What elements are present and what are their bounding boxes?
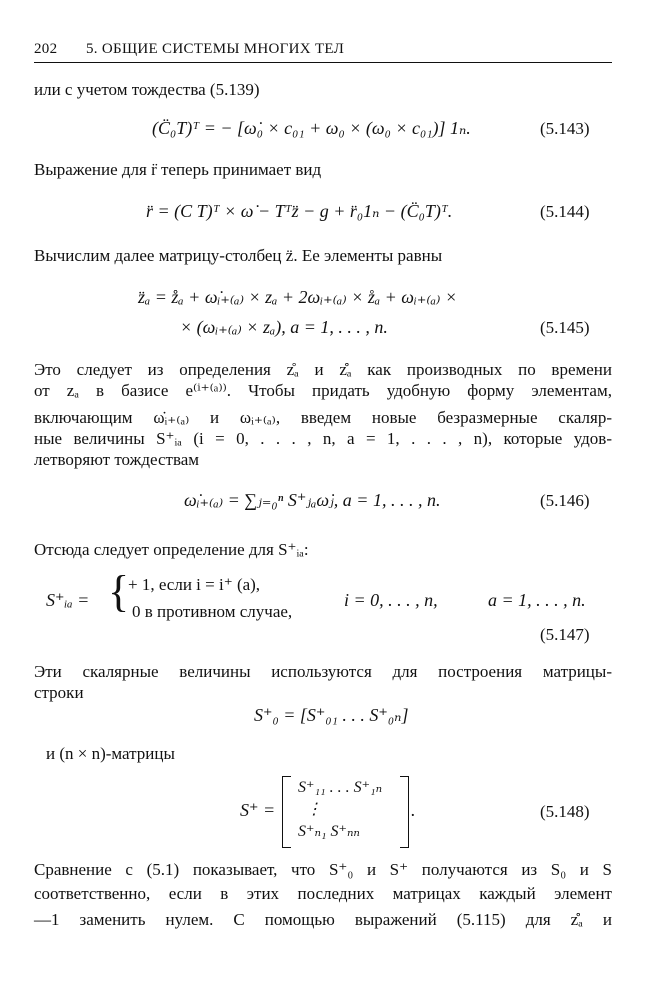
text-line: ные величины S⁺ᵢₐ (i = 0, . . . , n, a = 1, . . . , n), которые удов- <box>34 429 612 448</box>
equation-5-143: (C̈₀T)ᵀ = − [ω̇₀ × c₀₁ + ω₀ × (ω₀ × c₀₁)] 1ₙ. <box>152 118 471 138</box>
text-line: Отсюда следует определение для S⁺ᵢₐ: <box>34 540 309 559</box>
matrix-period: . <box>411 800 416 820</box>
text-line: летворяют тождествам <box>34 450 200 469</box>
equation-number: (5.145) <box>540 318 590 337</box>
matrix-row-2: ⋮ <box>306 801 322 818</box>
matrix-row-3: S⁺ₙ₁ S⁺ₙₙ <box>298 823 360 840</box>
text-line: строки <box>34 683 84 702</box>
text-line: соответственно, если в этих последних матрицах каждый элемент <box>34 884 612 903</box>
text-line: Вычислим далее матрицу-столбец z̈. Ее элементы равны <box>34 246 443 265</box>
text-line: от zₐ в базисе e⁽ⁱ⁺⁽ᵃ⁾⁾. Чтобы придать удобную форму элементам, <box>34 381 612 400</box>
equation-number: (5.147) <box>540 625 590 644</box>
equation-number: (5.146) <box>540 491 590 510</box>
equation-5-147-condition-a: a = 1, . . . , n. <box>488 590 586 610</box>
equation-number: (5.148) <box>540 802 590 821</box>
equation-5-147-condition-i: i = 0, . . . , n, <box>344 590 438 610</box>
text-line: Выражение для r̈ теперь принимает вид <box>34 160 322 179</box>
equation-5-145-line1: z̈ₐ = z̊̊ₐ + ω̇ᵢ₊₍ₐ₎ × zₐ + 2ωᵢ₊₍ₐ₎ × z̊ₐ + ωᵢ₊₍ₐ₎ × <box>138 287 458 307</box>
left-brace: { <box>108 567 130 616</box>
equation-5-147-case1: + 1, если i = i⁺ (a), <box>128 575 261 594</box>
equation-5-145-line2: × (ωᵢ₊₍ₐ₎ × zₐ), a = 1, . . . , n. <box>180 317 388 337</box>
equation-5-148-lhs: S⁺ = <box>240 800 276 820</box>
header-rule <box>34 62 612 63</box>
running-header: 5. ОБЩИЕ СИСТЕМЫ МНОГИХ ТЕЛ <box>86 41 345 57</box>
text-line: Сравнение с (5.1) показывает, что S⁺₀ и S⁺ получаются из S₀ и S <box>34 860 612 879</box>
matrix-row-1: S⁺₁₁ . . . S⁺₁ₙ <box>298 779 383 796</box>
equation-5-146: ω̇ᵢ₊₍ₐ₎ = ∑ⱼ₌₀ⁿ S⁺ⱼₐω̇ⱼ, a = 1, . . . , n. <box>184 490 441 510</box>
text-line: и (n × n)-матрицы <box>46 744 175 763</box>
matrix-right-bracket <box>400 776 409 848</box>
page-number: 202 <box>34 41 58 57</box>
text-line: Эти скалярные величины используются для построения матрицы- <box>34 662 612 681</box>
equation-number: (5.143) <box>540 119 590 138</box>
equation-5-147-case2: 0 в противном случае, <box>132 602 293 621</box>
equation-s0-row: S⁺₀ = [S⁺₀₁ . . . S⁺₀ₙ] <box>254 705 409 725</box>
text-line: —1 заменить нулем. С помощью выражений (5.115) для z̊̊ₐ и <box>34 910 612 929</box>
equation-5-144: r̈ = (C T)ᵀ × ω̇ − Tᵀz̈ − g + r̈₀1ₙ − (C̈₀T)ᵀ. <box>146 201 453 221</box>
text-line: или с учетом тождества (5.139) <box>34 80 260 99</box>
matrix-left-bracket <box>282 776 291 848</box>
equation-5-147-lhs: S⁺ᵢₐ = <box>46 590 90 610</box>
text-line: Это следует из определения z̊ₐ и z̊̊ₐ как производных по времени <box>34 360 612 379</box>
equation-number: (5.144) <box>540 202 590 221</box>
text-line: включающим ω̇ᵢ₊₍ₐ₎ и ωᵢ₊₍ₐ₎, введем новые безразмерные скаляр- <box>34 408 612 427</box>
